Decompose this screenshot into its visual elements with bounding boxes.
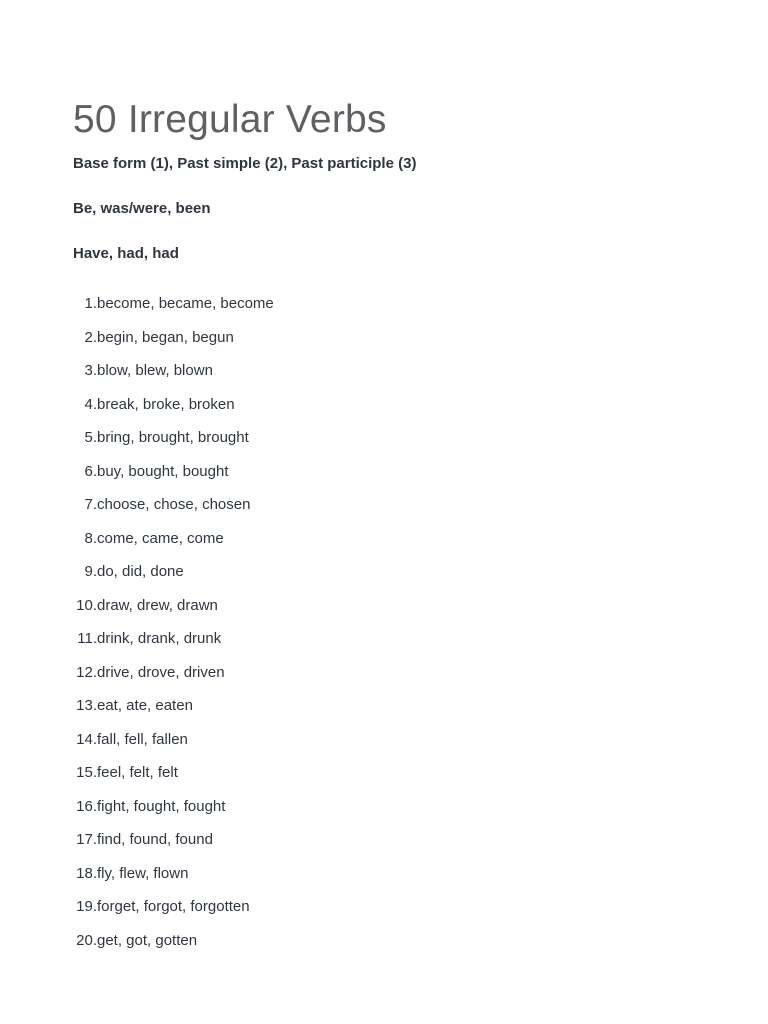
list-item-text: get, got, gotten [97, 931, 198, 949]
verb-list [73, 294, 713, 951]
list-item-text: find, found, found [97, 831, 213, 848]
list-item-text: break, broke, broken [97, 395, 235, 413]
list-item-text: come, came, come [97, 529, 224, 547]
key-verb-be: Be, was/were, been [73, 200, 211, 217]
list-item-number: 2. [84, 328, 97, 346]
list-item-number: 18. [76, 864, 97, 882]
list-item-text: choose, chose, chosen [97, 496, 251, 513]
list-item [73, 395, 713, 415]
list-item [73, 294, 713, 314]
list-item-text: fight, fought, fought [97, 797, 226, 815]
list-item-text: bring, brought, brought [97, 429, 249, 446]
key-verb-have: Have, had, had [73, 245, 179, 262]
document-page [73, 96, 713, 964]
list-item-number: 19. [76, 898, 97, 915]
list-item-text: fall, fell, fallen [97, 730, 188, 748]
list-item-number: 5. [84, 429, 97, 446]
page-title: 50 Irregular Verbs [73, 98, 387, 141]
list-item-number: 20. [76, 931, 97, 949]
list-item-text: draw, drew, drawn [97, 596, 218, 614]
list-item [73, 462, 713, 482]
list-item-text: eat, ate, eaten [97, 697, 193, 714]
list-item-number: 13. [76, 697, 97, 714]
list-item [73, 562, 713, 582]
list-item [73, 361, 713, 381]
list-item [73, 629, 713, 649]
list-item-text: buy, bought, bought [97, 462, 229, 480]
list-item [73, 696, 713, 716]
list-item [73, 495, 713, 515]
list-item-number: 11. [77, 630, 97, 647]
list-item [73, 830, 713, 850]
list-item-number: 3. [84, 362, 97, 379]
list-item-text: begin, began, begun [97, 328, 234, 346]
list-item [73, 663, 713, 683]
list-item-number: 4. [84, 395, 97, 413]
list-item-number: 17. [76, 831, 97, 848]
list-item [73, 931, 713, 951]
list-item [73, 797, 713, 817]
list-item-number: 8. [84, 529, 97, 547]
list-item [73, 864, 713, 884]
list-item-text: do, did, done [97, 563, 184, 580]
list-item-number: 6. [84, 462, 97, 480]
subtitle: Base form (1), Past simple (2), Past participle (3) [73, 155, 417, 172]
list-item-text: feel, felt, felt [97, 764, 178, 781]
list-item-number: 10. [76, 596, 97, 614]
list-item [73, 730, 713, 750]
list-item-text: fly, flew, flown [97, 864, 189, 882]
list-item [73, 529, 713, 549]
list-item [73, 897, 713, 917]
list-item [73, 596, 713, 616]
list-item [73, 328, 713, 348]
list-item-text: forget, forgot, forgotten [97, 898, 250, 915]
list-item-number: 9. [84, 563, 97, 580]
list-item-number: 15. [76, 764, 97, 781]
list-item-number: 16. [76, 797, 97, 815]
list-item-number: 12. [76, 663, 97, 681]
list-item-text: drink, drank, drunk [97, 630, 222, 647]
list-item-number: 1. [84, 295, 97, 312]
list-item-text: blow, blew, blown [97, 362, 213, 379]
list-item-number: 14. [76, 730, 97, 748]
list-item-text: drive, drove, driven [97, 663, 225, 681]
list-item [73, 763, 713, 783]
list-item [73, 428, 713, 448]
list-item-number: 7. [84, 496, 97, 513]
list-item-text: become, became, become [97, 295, 274, 312]
